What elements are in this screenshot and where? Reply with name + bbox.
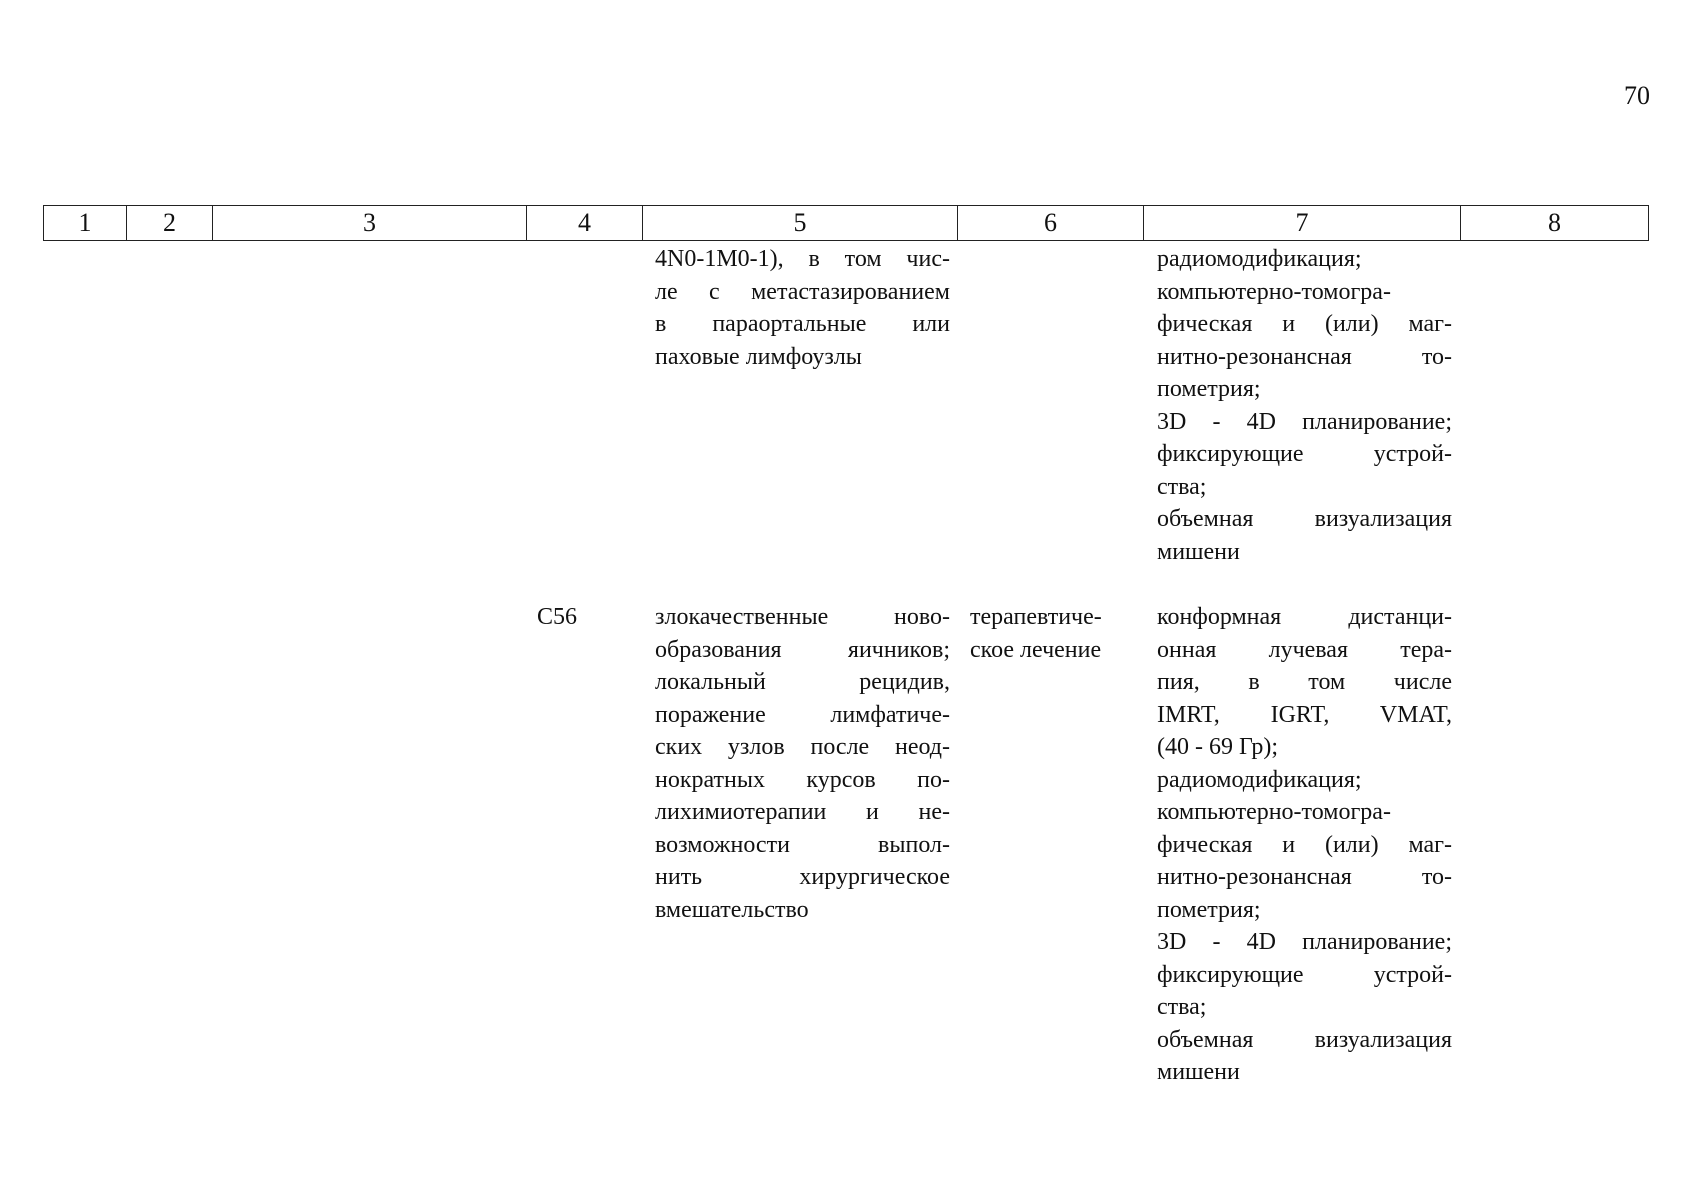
text-line: образования яичников; [655,636,950,663]
text-line: 3D - 4D планирование; [1157,929,1452,955]
row2-col6-treatment-type [970,601,1132,666]
text-line: ское лечение [970,636,1102,663]
text-line: пия, в том числе [1157,669,1452,695]
text-line: локальный рецидив, [655,669,950,695]
header-col-8: 8 [1461,206,1649,241]
text-line: злокачественные ново- [655,604,950,630]
text-line: фическая и (или) маг- [1157,831,1452,858]
header-col-1: 1 [44,206,127,241]
header-col-7: 7 [1144,206,1461,241]
text-line: мишени [1157,538,1240,565]
text-line: радиомодификация; [1157,766,1362,793]
column-number-header [43,205,1649,241]
text-line: паховые лимфоузлы [655,343,862,370]
text-line: конформная дистанци- [1157,604,1452,630]
text-line: ле с метастазированием [655,278,950,305]
header-col-2: 2 [127,206,213,241]
text-line: пометрия; [1157,376,1261,402]
row2-col4-icd-code: C56 [537,604,578,630]
text-line: нитно-резонансная то- [1157,343,1452,370]
text-line: компьютерно-томогра- [1157,799,1391,825]
row1-col5-diagnosis [655,243,950,373]
text-line: 4N0-1M0-1), в том чис- [655,246,950,272]
text-line: нократных курсов по- [655,766,950,793]
row2-col5-diagnosis [655,601,950,926]
text-line: возможности выпол- [655,831,950,858]
text-line: ства; [1157,473,1207,500]
text-line: ских узлов после неод- [655,734,950,760]
row1-col7-method [1157,243,1452,568]
text-line: мишени [1157,1059,1240,1085]
text-line: радиомодификация; [1157,246,1362,272]
text-line: онная лучевая тера- [1157,636,1452,663]
text-line: терапевтиче- [970,604,1102,630]
text-line: нитно-резонансная то- [1157,864,1452,890]
text-line: фиксирующие устрой- [1157,441,1452,467]
page-number: 70 [1624,81,1650,110]
text-line: ства; [1157,994,1207,1020]
text-line: фическая и (или) маг- [1157,311,1452,337]
header-col-5: 5 [643,206,958,241]
header-col-6: 6 [958,206,1144,241]
text-line: пометрия; [1157,896,1261,923]
row2-col7-method [1157,601,1452,1089]
text-line: вмешательство [655,896,809,923]
header-row [44,206,1649,241]
text-line: фиксирующие устрой- [1157,961,1452,988]
text-line: поражение лимфатиче- [655,701,950,728]
text-line: компьютерно-томогра- [1157,278,1391,305]
text-line: объемная визуализация [1157,506,1452,532]
text-line: (40 - 69 Гр); [1157,734,1279,760]
text-line: объемная визуализация [1157,1026,1452,1053]
text-line: в параортальные или [655,311,950,337]
text-line: нить хирургическое [655,864,950,890]
text-line: 3D - 4D планирование; [1157,408,1452,435]
text-line: IMRT, IGRT, VMAT, [1157,701,1452,728]
header-col-3: 3 [213,206,527,241]
text-line: лихимиотерапии и не- [655,799,950,825]
header-col-4: 4 [527,206,643,241]
